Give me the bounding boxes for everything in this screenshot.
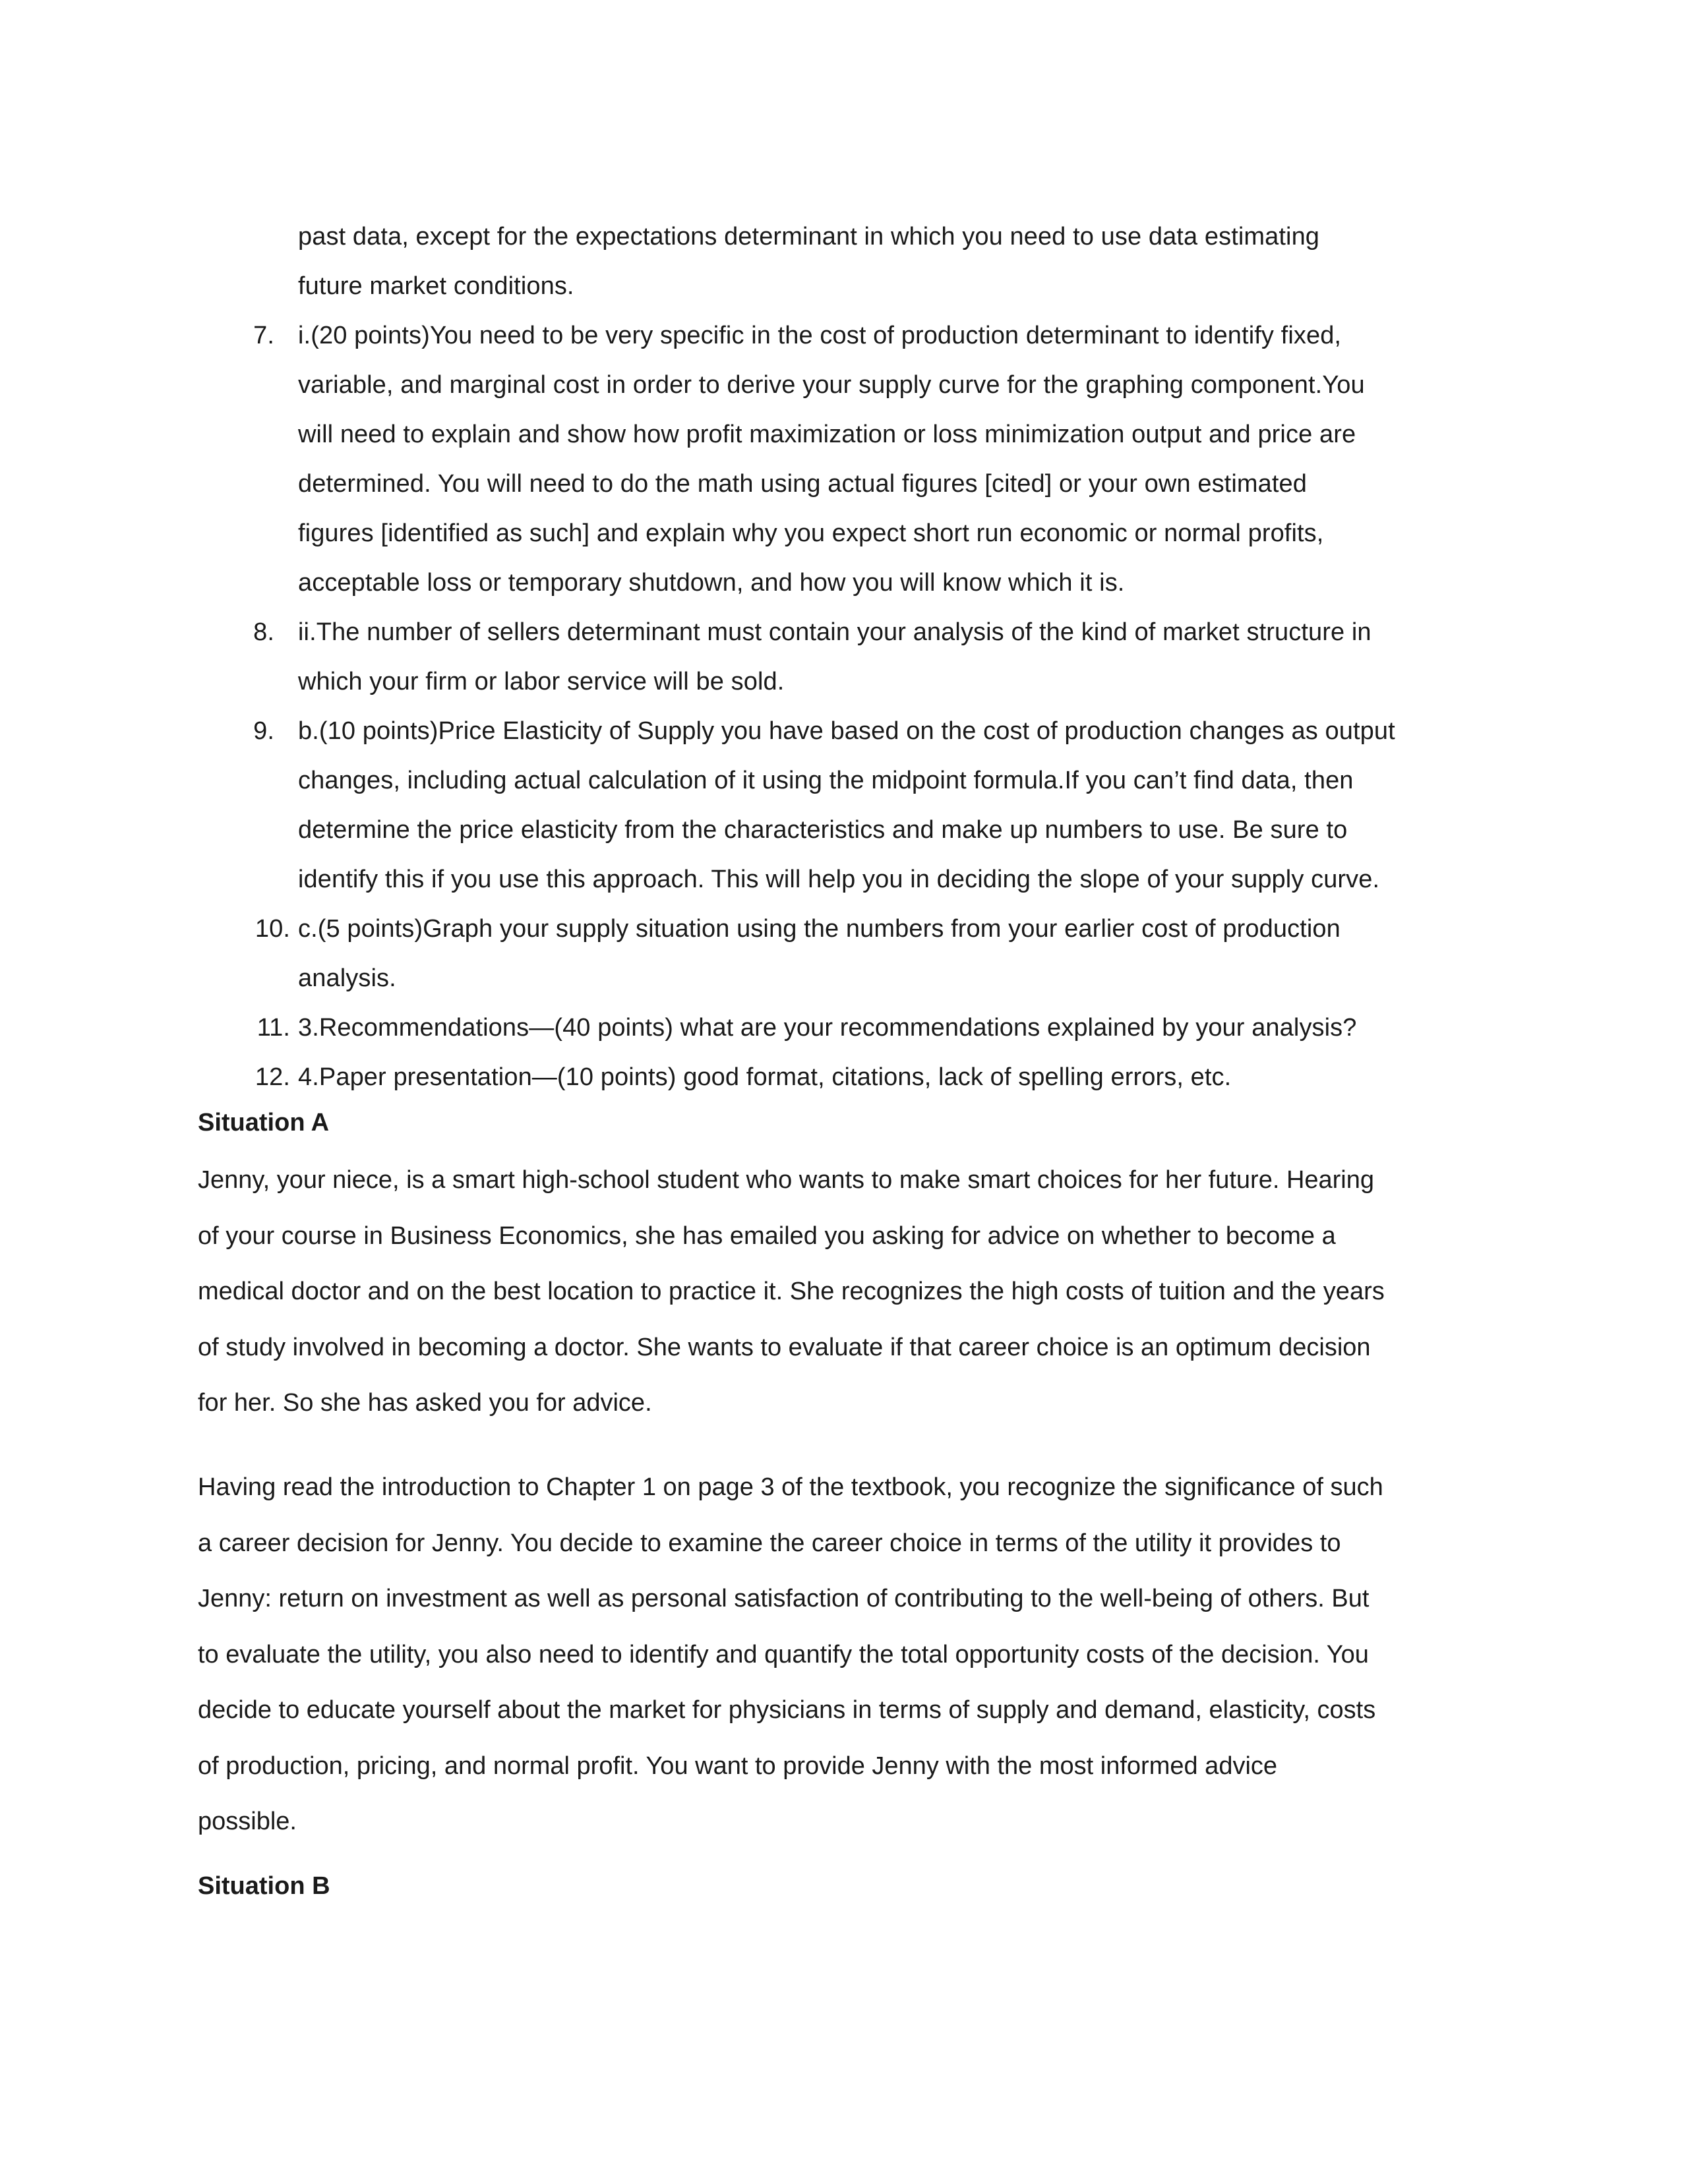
list-number: 7. — [253, 322, 274, 349]
list-text: analysis. — [298, 964, 396, 992]
list-number: 12. — [255, 1063, 290, 1091]
paragraph-line: of study involved in becoming a doctor. She wants to evaluate if that career choice is an optimum decision — [198, 1333, 1371, 1361]
list-line — [0, 806, 1688, 855]
list-text: ii.The number of sellers determinant must contain your analysis of the kind of market structure in — [298, 618, 1372, 646]
paragraph-line: Having read the introduction to Chapter 1 on page 3 of the textbook, you recognize the significance of such — [198, 1473, 1383, 1501]
paragraph-line: of your course in Business Economics, she has emailed you asking for advice on whether to become a — [198, 1222, 1336, 1250]
list-text: changes, including actual calculation of it using the midpoint formula.If you can’t find data, then — [298, 767, 1354, 794]
list-line — [0, 855, 1688, 904]
list-line — [0, 509, 1688, 558]
list-text: 3.Recommendations—(40 points) what are your recommendations explained by your analysis? — [298, 1014, 1357, 1042]
list-line — [0, 311, 1688, 361]
list-text: identify this if you use this approach. This will help you in deciding the slope of your supply curve. — [298, 866, 1380, 893]
list-text: variable, and marginal cost in order to derive your supply curve for the graphing component.You — [298, 371, 1365, 399]
situation-a-heading: Situation A — [198, 1109, 330, 1136]
paragraph-line: possible. — [198, 1808, 297, 1835]
paragraph-line: of production, pricing, and normal profit. You want to provide Jenny with the most informed advice — [198, 1752, 1278, 1780]
paragraph-line: for her. So she has asked you for advice. — [198, 1389, 652, 1417]
paragraph-line: Jenny, your niece, is a smart high-school student who wants to make smart choices for her future. Hearing — [198, 1166, 1375, 1194]
list-number: 11. — [256, 1014, 290, 1042]
list-text: acceptable loss or temporary shutdown, and how you will know which it is. — [298, 569, 1125, 597]
list-line — [0, 1053, 1688, 1102]
list-line — [0, 756, 1688, 806]
list-number: 9. — [253, 717, 274, 745]
list-line — [0, 212, 1688, 262]
list-line — [0, 707, 1688, 756]
situation-b-heading: Situation B — [198, 1872, 330, 1900]
list-line — [0, 410, 1688, 459]
list-text: 4.Paper presentation—(10 points) good format, citations, lack of spelling errors, etc. — [298, 1063, 1232, 1091]
situation-a-paragraph-1 — [198, 1152, 1490, 1431]
list-text: future market conditions. — [298, 272, 574, 300]
list-line — [0, 262, 1688, 311]
list-line — [0, 558, 1688, 608]
list-text: which your firm or labor service will be sold. — [298, 668, 785, 695]
list-line — [0, 459, 1688, 509]
paragraph-line: decide to educate yourself about the market for physicians in terms of supply and demand, elasticity, costs — [198, 1696, 1376, 1724]
list-line — [0, 904, 1688, 954]
paragraph-line: to evaluate the utility, you also need to identify and quantify the total opportunity costs of the decision. You — [198, 1640, 1369, 1668]
list-text: determine the price elasticity from the characteristics and make up numbers to use. Be sure to — [298, 816, 1348, 844]
paragraph-line: medical doctor and on the best location to practice it. She recognizes the high costs of tuition and the years — [198, 1278, 1385, 1305]
paragraph-line: Jenny: return on investment as well as personal satisfaction of contributing to the well-being of others. But — [198, 1585, 1370, 1612]
list-text: determined. You will need to do the math using actual figures [cited] or your own estimated — [298, 470, 1307, 498]
situation-a-paragraph-2 — [198, 1460, 1490, 1850]
numbered-list — [0, 212, 1688, 1102]
list-text: b.(10 points)Price Elasticity of Supply you have based on the cost of production changes as output — [298, 717, 1395, 745]
list-number: 10. — [255, 915, 290, 943]
list-line — [0, 1003, 1688, 1053]
paragraph-line: a career decision for Jenny. You decide to examine the career choice in terms of the utility it provides to — [198, 1529, 1341, 1557]
list-text: will need to explain and show how profit maximization or loss minimization output and price are — [298, 421, 1356, 448]
list-line — [0, 954, 1688, 1003]
list-text: past data, except for the expectations determinant in which you need to use data estimating — [298, 223, 1320, 251]
list-number: 8. — [253, 618, 274, 646]
list-text: i.(20 points)You need to be very specific in the cost of production determinant to identify fixed, — [298, 322, 1342, 349]
list-line — [0, 361, 1688, 410]
list-line — [0, 608, 1688, 657]
list-text: figures [identified as such] and explain why you expect short run economic or normal profits, — [298, 519, 1324, 547]
list-text: c.(5 points)Graph your supply situation using the numbers from your earlier cost of production — [298, 915, 1341, 943]
list-line — [0, 657, 1688, 707]
